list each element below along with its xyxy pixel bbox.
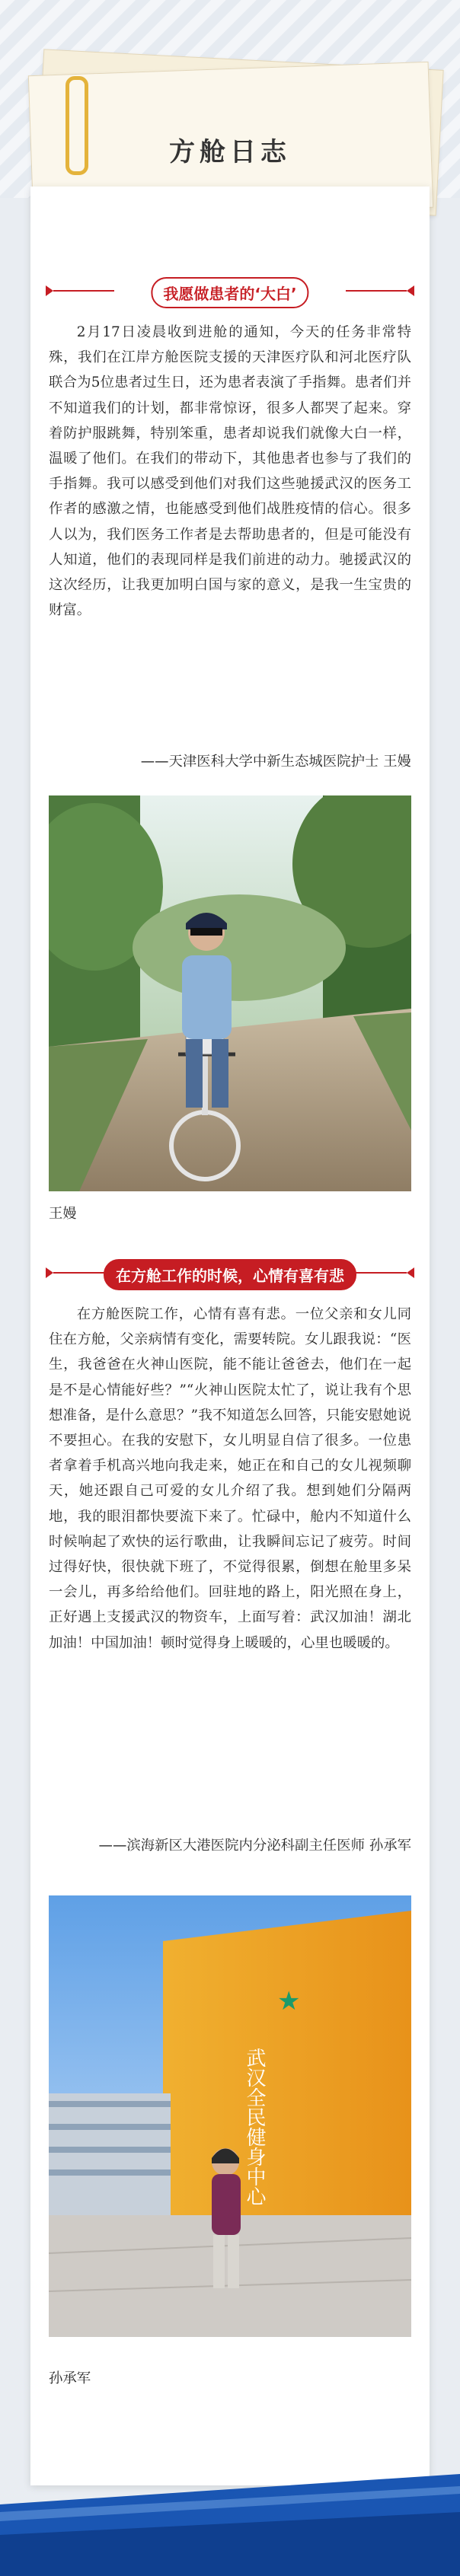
decorative-bottom-band <box>0 2459 460 2576</box>
author-byline: ——天津医科大学中新生态城医院护士 王嫚 <box>140 754 411 770</box>
author-byline: ——滨海新区大港医院内分泌科副主任医师 孙承军 <box>98 1838 411 1854</box>
divider <box>53 290 114 292</box>
arrow-left-icon <box>407 285 414 296</box>
svg-text:★: ★ <box>277 1986 301 2016</box>
section-title: 我愿做患者的‘大白’ <box>151 277 308 308</box>
arrow-right-icon <box>46 1267 53 1278</box>
section-body: 在方舱医院工作，心情有喜有悲。一位父亲和女儿同住在方舱，父亲病情有变化，需要转院。女儿跟我说：“医生，我爸爸在火神山医院，能不能让爸爸去，他们在一起是不是心情能好些？”“火神山医院太忙了，说让我有个思想准备，是什么意思？”我不知道怎么回答，只能安慰她说不要担心。在我的安慰下，女儿明显自信了很多。一位患者拿着手机高兴地向我走来，她正在和自己的女儿视频聊天，她还跟自己可爱的女儿介绍了我。想到她们分隔两地，我的眼泪都快要流下来了。忙碌中，舱内不知道什么时候响起了欢快的运行歌曲，让我瞬间忘记了疲劳。时间过得好快，很快就下班了，不觉得很累，倒想在舱里多呆一会儿，再多给给他们。回驻地的路上，阳光照在身上，正好遇上支援武汉的物资车，上面写着：武汉加油！湖北加油！中国加油！顿时觉得身上暖暖的，心里也暖暖的。 <box>49 1306 411 1651</box>
section-title: 在方舱工作的时候，心情有喜有悲 <box>104 1259 356 1290</box>
arrow-right-icon <box>46 285 53 296</box>
stadium-sign: 武汉全民健身中心 <box>243 2048 266 2206</box>
photo-caption: 孙承军 <box>49 2370 91 2386</box>
arrow-left-icon <box>407 1267 414 1278</box>
section-heading-1 <box>46 274 414 308</box>
section-heading-2 <box>46 1256 414 1290</box>
divider <box>346 290 407 292</box>
man-in-front-of-stadium-photo <box>49 1895 411 2337</box>
woman-on-bicycle-photo <box>49 795 411 1191</box>
divider <box>346 1272 407 1274</box>
photo-caption: 王嫚 <box>49 1206 77 1222</box>
section-body: 2月17日凌晨收到进舱的通知，今天的任务非常特殊，我们在江岸方舱医院支援的天津医疗队和河北医疗队联合为5位患者过生日，还为患者表演了手指舞。患者们并不知道我们的计划，都非常惊讶，很多人都哭了起来。穿着防护服跳舞，特别笨重，患者却说我们就像大白一样，温暖了他们。在我们的带动下，其他患者也参与了我们的手指舞。我可以感受到他们对我们这些驰援武汉的医务工作者的感激之情，也能感受到他们战胜疫情的信心。很多人以为，我们医务工作者是去帮助患者的，但是可能没有人知道，他们的表现同样是我们前进的动力。驰援武汉的这次经历，让我更加明白国与家的意义，是我一生宝贵的财富。 <box>49 324 411 619</box>
page-title: 方舱日志 <box>169 137 291 167</box>
